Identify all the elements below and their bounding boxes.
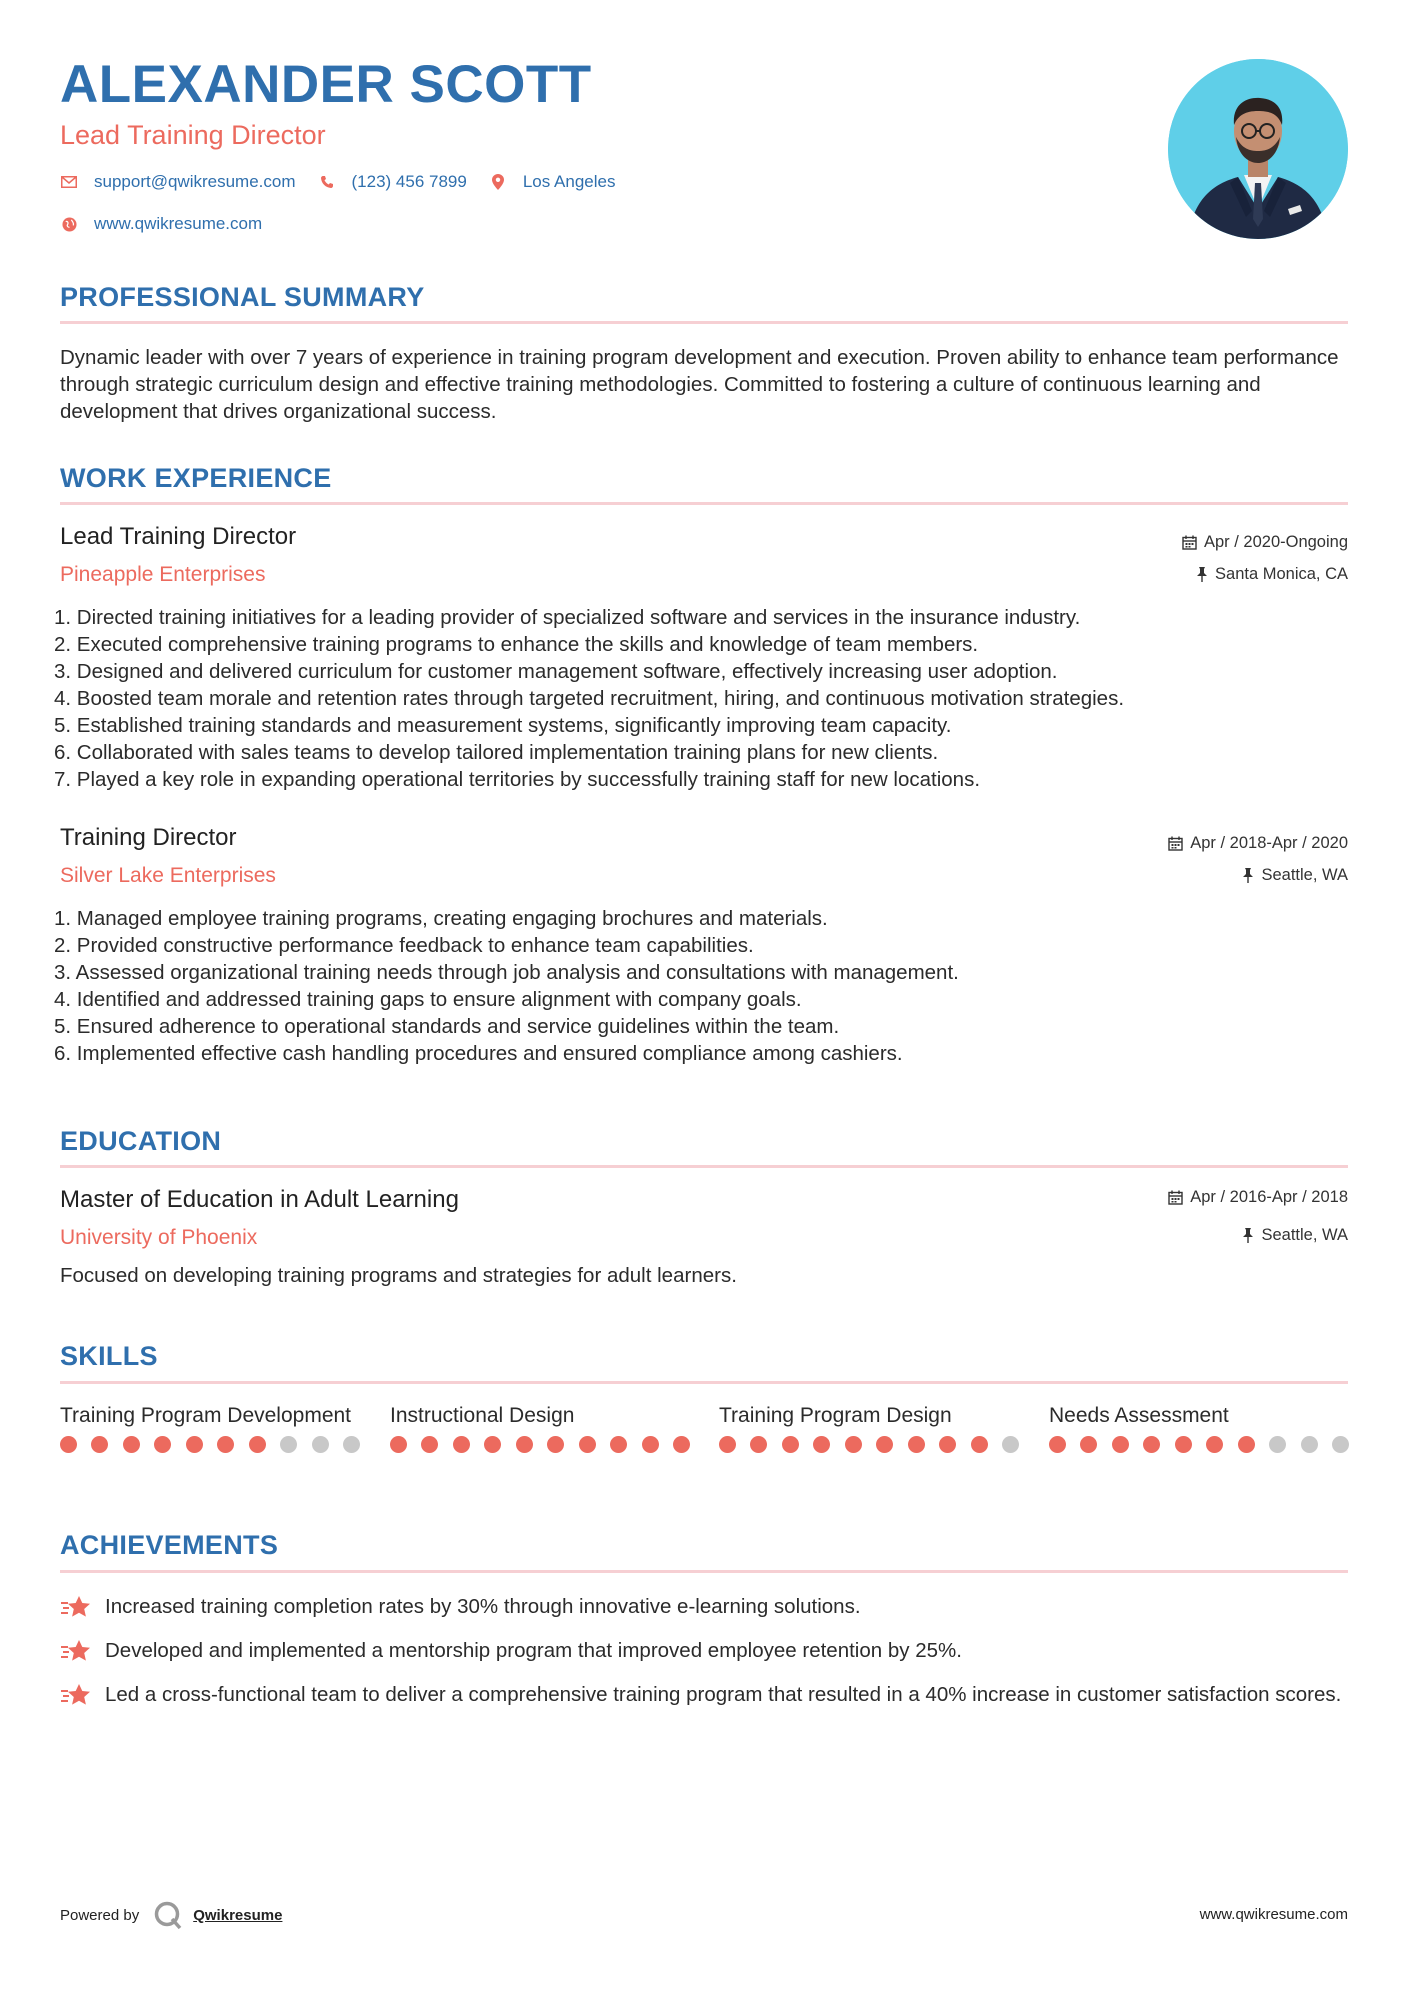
achievement-text: Increased training completion rates by 30% through innovative e-learning solutions. [105,1595,861,1618]
list-item: 4. Identified and addressed training gaps to ensure alignment with company goals. [54,988,802,1011]
education-location [1242,1226,1348,1245]
job-title: Training Director [60,824,237,851]
rating-dot-filled [1238,1436,1255,1453]
section-divider [60,1381,1348,1384]
list-item: 3. Designed and delivered curriculum for customer management software, effectively increasing user adoption. [54,660,1058,683]
pushpin-icon [1242,1228,1254,1243]
skill-item [390,1402,690,1453]
job-bullets [54,604,1354,793]
rating-dot-filled [673,1436,690,1453]
email-link[interactable]: support@qwikresume.com [94,172,296,191]
candidate-role: Lead Training Director [60,120,326,150]
rating-dot-filled [249,1436,266,1453]
achievement-item [60,1637,1350,1665]
education-description: Focused on developing training programs and strategies for adult learners. [60,1264,737,1287]
skill-rating [390,1436,690,1453]
rating-dot-filled [750,1436,767,1453]
achievement-item [60,1593,1350,1621]
skill-name: Training Program Development [60,1404,352,1427]
footer-website-link[interactable]: www.qwikresume.com [1199,1906,1348,1923]
rating-dot-filled [1175,1436,1192,1453]
skill-rating [719,1436,1019,1453]
rating-dot-filled [813,1436,830,1453]
list-item: 7. Played a key role in expanding operational territories by successfully training staff for new locations. [54,768,981,791]
rating-dot-filled [1112,1436,1129,1453]
rating-dot-filled [123,1436,140,1453]
skill-item [1049,1402,1349,1453]
job-title: Lead Training Director [60,523,297,550]
achievement-text: Developed and implemented a mentorship program that improved employee retention by 25%. [105,1639,962,1662]
job-dates [1168,834,1348,853]
phone-number[interactable]: (123) 456 7899 [351,172,467,191]
rating-dot-filled [908,1436,925,1453]
skills-heading: SKILLS [60,1341,158,1371]
list-item: 2. Executed comprehensive training programs to enhance the skills and knowledge of team members. [54,633,979,656]
rating-dot-filled [782,1436,799,1453]
summary-heading: PROFESSIONAL SUMMARY [60,282,425,312]
job-location-text: Santa Monica, CA [1215,565,1348,583]
rating-dot-filled [876,1436,893,1453]
skill-name: Training Program Design [719,1404,952,1427]
calendar-icon [1182,535,1197,550]
rating-dot-empty [1269,1436,1286,1453]
rating-dot-filled [1049,1436,1066,1453]
calendar-icon [1168,1190,1183,1205]
job-location [1196,565,1348,584]
achievements-heading: ACHIEVEMENTS [60,1530,279,1560]
rating-dot-filled [939,1436,956,1453]
rating-dot-empty [280,1436,297,1453]
rating-dot-filled [390,1436,407,1453]
star-award-icon [60,1637,92,1665]
rating-dot-filled [610,1436,627,1453]
list-item: 3. Assessed organizational training needs through job analysis and consultations with management. [54,961,959,984]
education-dates [1168,1188,1348,1207]
rating-dot-filled [719,1436,736,1453]
rating-dot-filled [1143,1436,1160,1453]
job-bullets [54,905,1354,1067]
rating-dot-filled [217,1436,234,1453]
profile-photo [1168,59,1348,239]
skill-item [60,1402,360,1453]
experience-heading: WORK EXPERIENCE [60,463,332,493]
candidate-name: ALEXANDER SCOTT [60,55,592,114]
skill-name: Instructional Design [390,1404,575,1427]
rating-dot-filled [1206,1436,1223,1453]
rating-dot-filled [453,1436,470,1453]
rating-dot-filled [186,1436,203,1453]
location-text: Los Angeles [522,172,616,191]
pushpin-icon [1196,567,1208,582]
rating-dot-filled [547,1436,564,1453]
education-location-text: Seattle, WA [1261,1226,1348,1244]
list-item: 4. Boosted team morale and retention rates through targeted recruitment, hiring, and continuous motivation strategies. [54,687,1125,710]
education-dates-text: Apr / 2016-Apr / 2018 [1190,1188,1348,1206]
qwikresume-logo-icon [153,1900,183,1930]
rating-dot-empty [343,1436,360,1453]
section-divider [60,321,1348,324]
star-award-icon [60,1681,92,1709]
envelope-icon [60,173,78,191]
skill-rating [1049,1436,1349,1453]
rating-dot-filled [484,1436,501,1453]
rating-dot-filled [579,1436,596,1453]
star-award-icon [60,1593,92,1621]
section-divider [60,1165,1348,1168]
section-divider [60,502,1348,505]
list-item: 1. Managed employee training programs, creating engaging brochures and materials. [54,907,828,930]
location-pin-icon [489,173,507,191]
list-item: 1. Directed training initiatives for a leading provider of specialized software and services in the insurance industry. [54,606,1081,629]
rating-dot-empty [1002,1436,1019,1453]
rating-dot-empty [312,1436,329,1453]
website-link[interactable]: www.qwikresume.com [94,214,263,233]
job-location [1242,866,1348,885]
job-dates [1182,533,1348,552]
rating-dot-filled [845,1436,862,1453]
job-company: Pineapple Enterprises [60,563,266,586]
list-item: 6. Collaborated with sales teams to develop tailored implementation training plans for new clients. [54,741,939,764]
rating-dot-filled [154,1436,171,1453]
skill-name: Needs Assessment [1049,1404,1229,1427]
rating-dot-filled [516,1436,533,1453]
phone-icon [318,173,336,191]
summary-text: Dynamic leader with over 7 years of experience in training program development and execution. Proven ability to enhance team performance through strategic curriculum design and effective training methodologies. Committed to fostering a culture of continuous learning and development that drives organizational success. [60,346,1339,423]
job-location-text: Seattle, WA [1261,866,1348,884]
rating-dot-empty [1301,1436,1318,1453]
skill-item [719,1402,1019,1453]
school-name: University of Phoenix [60,1226,258,1249]
contact-row [60,172,637,192]
achievement-text: Led a cross-functional team to deliver a comprehensive training program that resulted in a 40% increase in customer satisfaction scores. [105,1683,1342,1706]
degree-title: Master of Education in Adult Learning [60,1186,459,1213]
rating-dot-empty [1332,1436,1349,1453]
skill-rating [60,1436,360,1453]
contact-row-website [60,214,284,234]
footer-powered-by [60,1900,282,1930]
globe-icon [60,215,78,233]
rating-dot-filled [91,1436,108,1453]
rating-dot-filled [421,1436,438,1453]
section-divider [60,1570,1348,1573]
list-item: 6. Implemented effective cash handling procedures and ensured compliance among cashiers. [54,1042,903,1065]
rating-dot-filled [971,1436,988,1453]
rating-dot-filled [1080,1436,1097,1453]
job-dates-text: Apr / 2020-Ongoing [1203,533,1348,551]
calendar-icon [1168,836,1183,851]
achievement-item [60,1681,1350,1709]
pushpin-icon [1242,868,1254,883]
list-item: 5. Ensured adherence to operational standards and service guidelines within the team. [54,1015,840,1038]
powered-by-label: Powered by [60,1906,140,1924]
job-company: Silver Lake Enterprises [60,864,276,887]
education-heading: EDUCATION [60,1126,222,1156]
rating-dot-filled [60,1436,77,1453]
job-dates-text: Apr / 2018-Apr / 2020 [1190,834,1348,852]
list-item: 5. Established training standards and measurement systems, significantly improving team capacity. [54,714,952,737]
list-item: 2. Provided constructive performance feedback to enhance team capabilities. [54,934,754,957]
qwikresume-link[interactable]: Qwikresume [193,1906,283,1924]
rating-dot-filled [642,1436,659,1453]
